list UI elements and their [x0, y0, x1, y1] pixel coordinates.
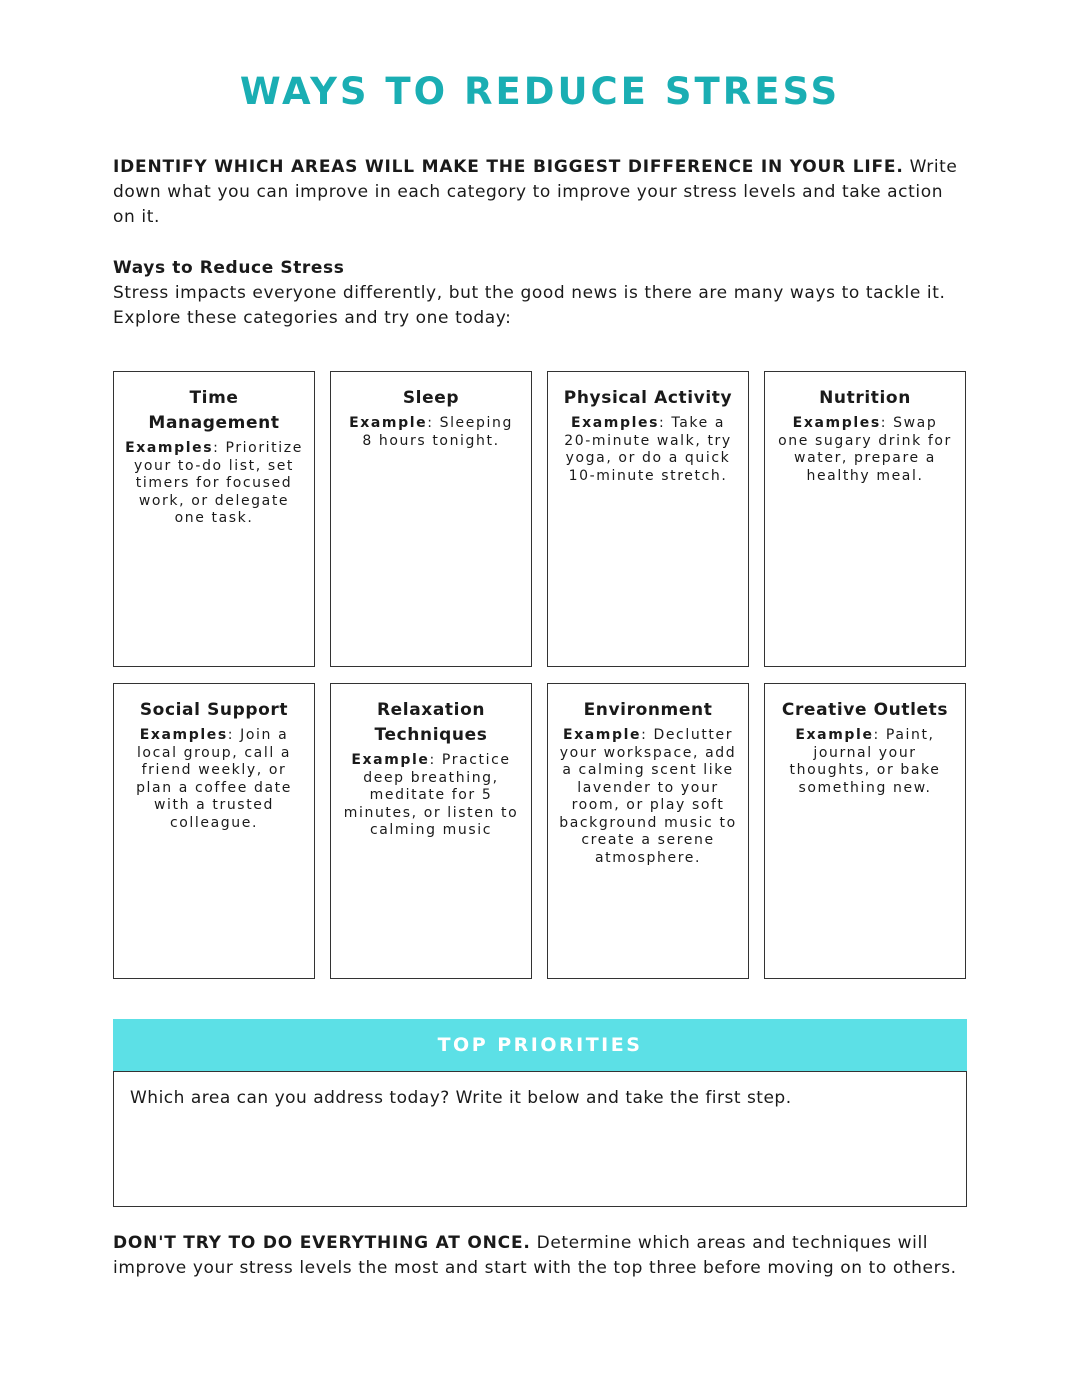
category-label: Examples [570, 415, 660, 431]
section-heading: Ways to Reduce Stress [113, 258, 345, 278]
category-text: : Take a 20-minute walk, try yoga, or do a quick 10-minute stretch. [564, 415, 732, 484]
category-label: Examples [139, 727, 228, 743]
category-title: Nutrition [819, 388, 911, 408]
top-priorities-header: TOP PRIORITIES [113, 1019, 967, 1071]
category-card-time-management [113, 371, 315, 667]
category-card-environment [547, 683, 749, 979]
closing-bold-lead: DON'T TRY TO DO EVERYTHING AT ONCE. [113, 1233, 531, 1253]
category-title: Relaxation Techniques [374, 700, 488, 745]
category-description [124, 440, 304, 528]
closing-text: Determine which areas and techniques will improve your stress levels the most and start with the top three before moving on to others. [113, 1233, 957, 1278]
category-title: Sleep [402, 388, 460, 408]
category-card-nutrition [764, 371, 966, 667]
category-card-relaxation-techniques [330, 683, 532, 979]
section-intro [113, 256, 968, 331]
category-label: Examples [792, 415, 881, 431]
category-description [341, 415, 521, 450]
category-card-sleep [330, 371, 532, 667]
category-text: : Swap one sugary drink for water, prepare a healthy meal. [778, 415, 952, 484]
category-description [775, 727, 955, 797]
intro-paragraph [113, 155, 968, 230]
category-description [775, 415, 955, 485]
category-title: Time Management [148, 388, 280, 433]
category-title: Creative Outlets [781, 700, 949, 720]
category-title: Physical Activity [563, 388, 733, 408]
category-text: : Sleeping 8 hours tonight. [362, 415, 513, 449]
top-priorities-writing-box [113, 1071, 967, 1207]
category-label: Example [795, 727, 874, 743]
category-grid [113, 371, 966, 979]
category-label: Example [562, 727, 642, 743]
section-text: Stress impacts everyone differently, but the good news is there are many ways to tackle it. Explore these categories and try one today: [113, 283, 946, 328]
category-text: : Join a local group, call a friend weekly, or plan a coffee date with a trusted colleague. [136, 727, 292, 831]
category-description [124, 727, 304, 832]
category-text: : Paint, journal your thoughts, or bake something new. [789, 727, 941, 796]
category-description [558, 727, 738, 867]
category-label: Example [349, 415, 428, 431]
category-title: Social Support [139, 700, 289, 720]
category-card-creative-outlets [764, 683, 966, 979]
page-title: WAYS TO REDUCE STRESS [239, 70, 841, 113]
category-text: : Practice deep breathing, meditate for 5 minutes, or listen to calming music [343, 752, 519, 838]
category-label: Example [351, 752, 430, 768]
intro-bold-lead: IDENTIFY WHICH AREAS WILL MAKE THE BIGGEST DIFFERENCE IN YOUR LIFE. [113, 157, 904, 177]
intro-text: Write down what you can improve in each category to improve your stress levels and take action on it. [113, 157, 958, 227]
category-text: : Declutter your workspace, add a calming scent like lavender to your room, or play soft background music to create a serene atmosphere. [559, 727, 737, 866]
category-card-physical-activity [547, 371, 749, 667]
top-priorities-prompt: Which area can you address today? Write it below and take the first step. [130, 1088, 792, 1108]
category-text: : Prioritize your to-do list, set timers for focused work, or delegate one task. [133, 440, 303, 526]
category-description [558, 415, 738, 485]
category-card-social-support [113, 683, 315, 979]
closing-paragraph [113, 1231, 968, 1281]
category-label: Examples [125, 440, 214, 456]
category-description [341, 752, 521, 840]
category-title: Environment [583, 700, 713, 720]
